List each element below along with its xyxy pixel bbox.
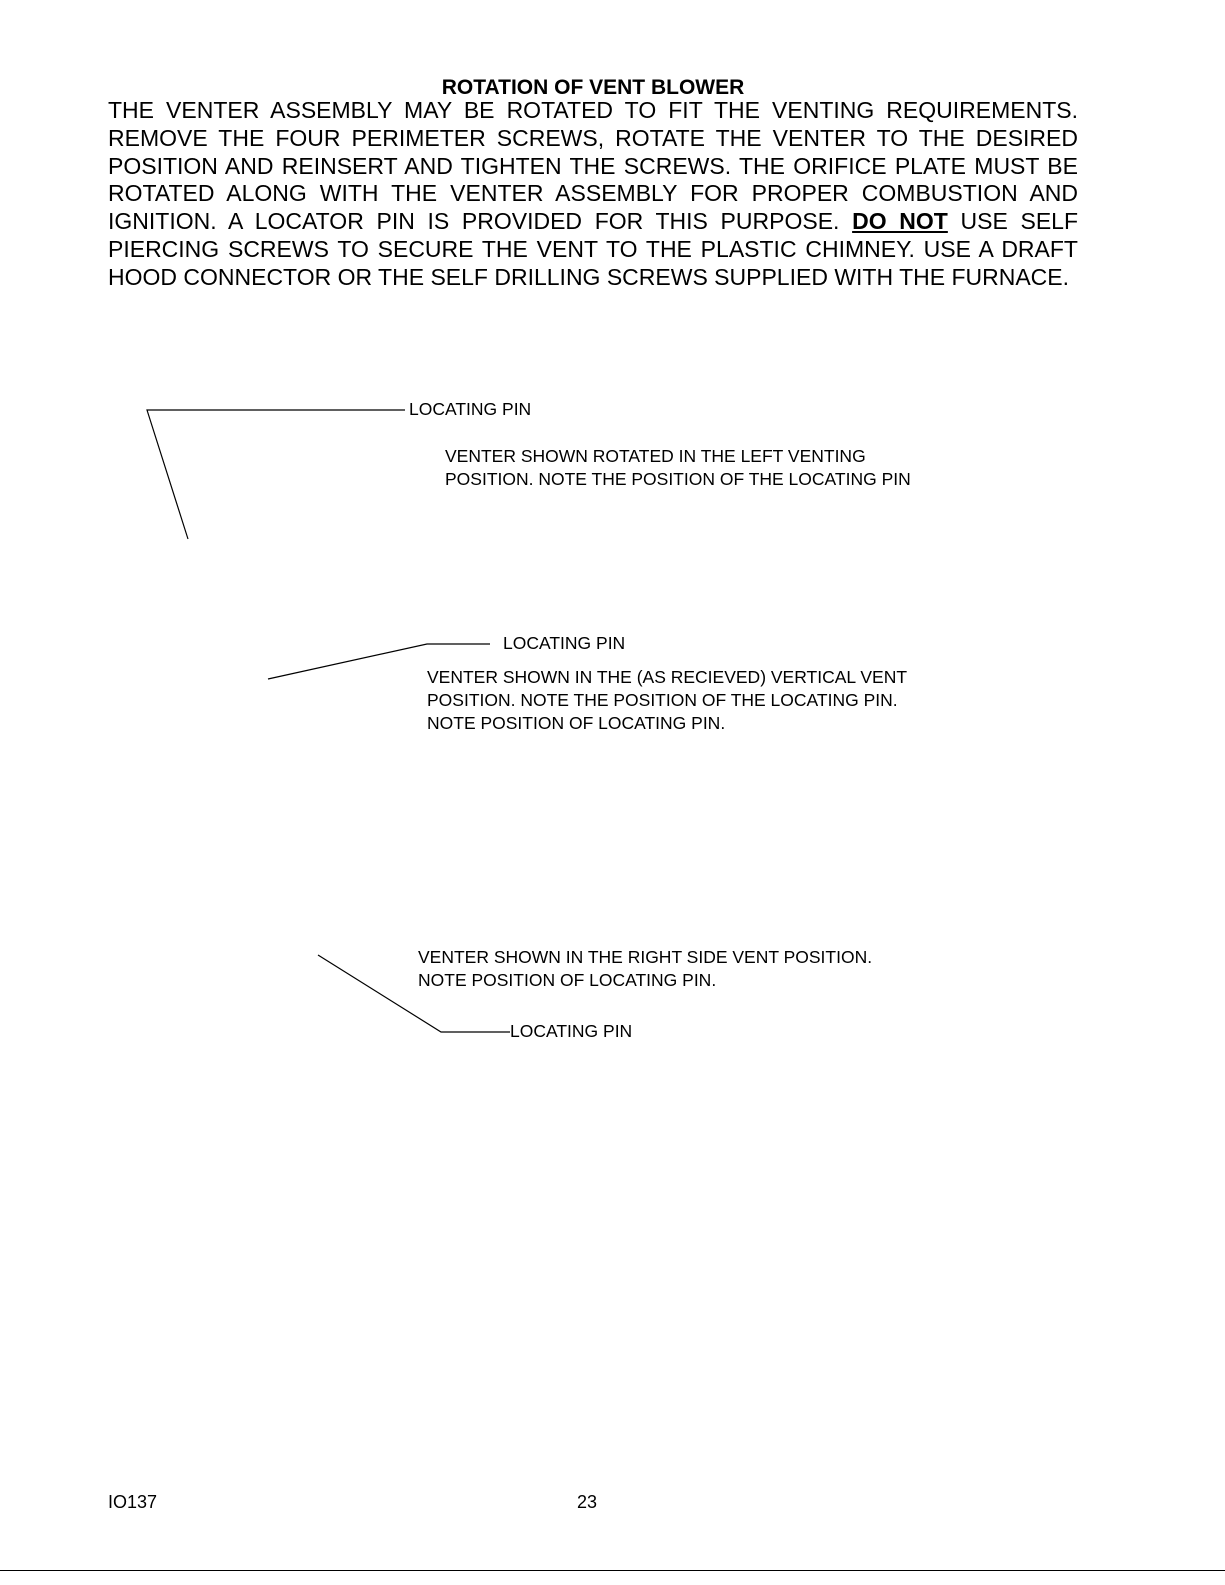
locating-pin-label-2: LOCATING PIN [503, 633, 626, 653]
instructions-text-part2: USE SELF PIERCING SCREWS TO SECURE THE VENT TO THE PLASTIC CHIMNEY. USE A DRAFT HOOD CONNECTOR OR THE SELF DRILLING SCREWS SUPPLIED WITH THE FURNACE. [108, 208, 1078, 290]
locating-pin-label-1: LOCATING PIN [409, 399, 532, 419]
caption-line: VENTER SHOWN IN THE (AS RECIEVED) VERTICAL VENT [427, 667, 908, 687]
caption-line: NOTE POSITION OF LOCATING PIN. [418, 970, 717, 990]
figure-caption-1 [445, 445, 911, 491]
bottom-border-line [0, 1570, 1225, 1571]
warning-emphasis: DO NOT [852, 208, 948, 235]
figure-caption-2 [427, 666, 907, 735]
page-number: 23 [577, 1492, 598, 1512]
locating-pin-label-3: LOCATING PIN [510, 1021, 633, 1041]
caption-line: POSITION. NOTE THE POSITION OF THE LOCATING PIN [445, 469, 911, 489]
figure-caption-3 [418, 946, 872, 992]
section-title: ROTATION OF VENT BLOWER [441, 76, 745, 99]
caption-line: NOTE POSITION OF LOCATING PIN. [427, 713, 726, 733]
instructions-text-part1: THE VENTER ASSEMBLY MAY BE ROTATED TO FIT THE VENTING REQUIREMENTS. REMOVE THE FOUR PERIMETER SCREWS, ROTATE THE VENTER TO THE DESIRED POSITION AND REINSERT AND TIGHTEN THE SCREWS. THE ORIFICE PLATE MUST BE ROTATED ALONG WITH THE VENTER ASSEMBLY FOR PROPER COMBUSTION AND IGNITION. A LOCATOR PIN IS PROVIDED FOR THIS PURPOSE. [108, 97, 1078, 235]
caption-line: VENTER SHOWN IN THE RIGHT SIDE VENT POSITION. [418, 947, 873, 967]
caption-line: POSITION. NOTE THE POSITION OF THE LOCATING PIN. [427, 690, 898, 710]
leader-line-figure-1 [147, 410, 405, 539]
caption-line: VENTER SHOWN ROTATED IN THE LEFT VENTING [445, 446, 866, 466]
document-id: IO137 [108, 1492, 158, 1512]
